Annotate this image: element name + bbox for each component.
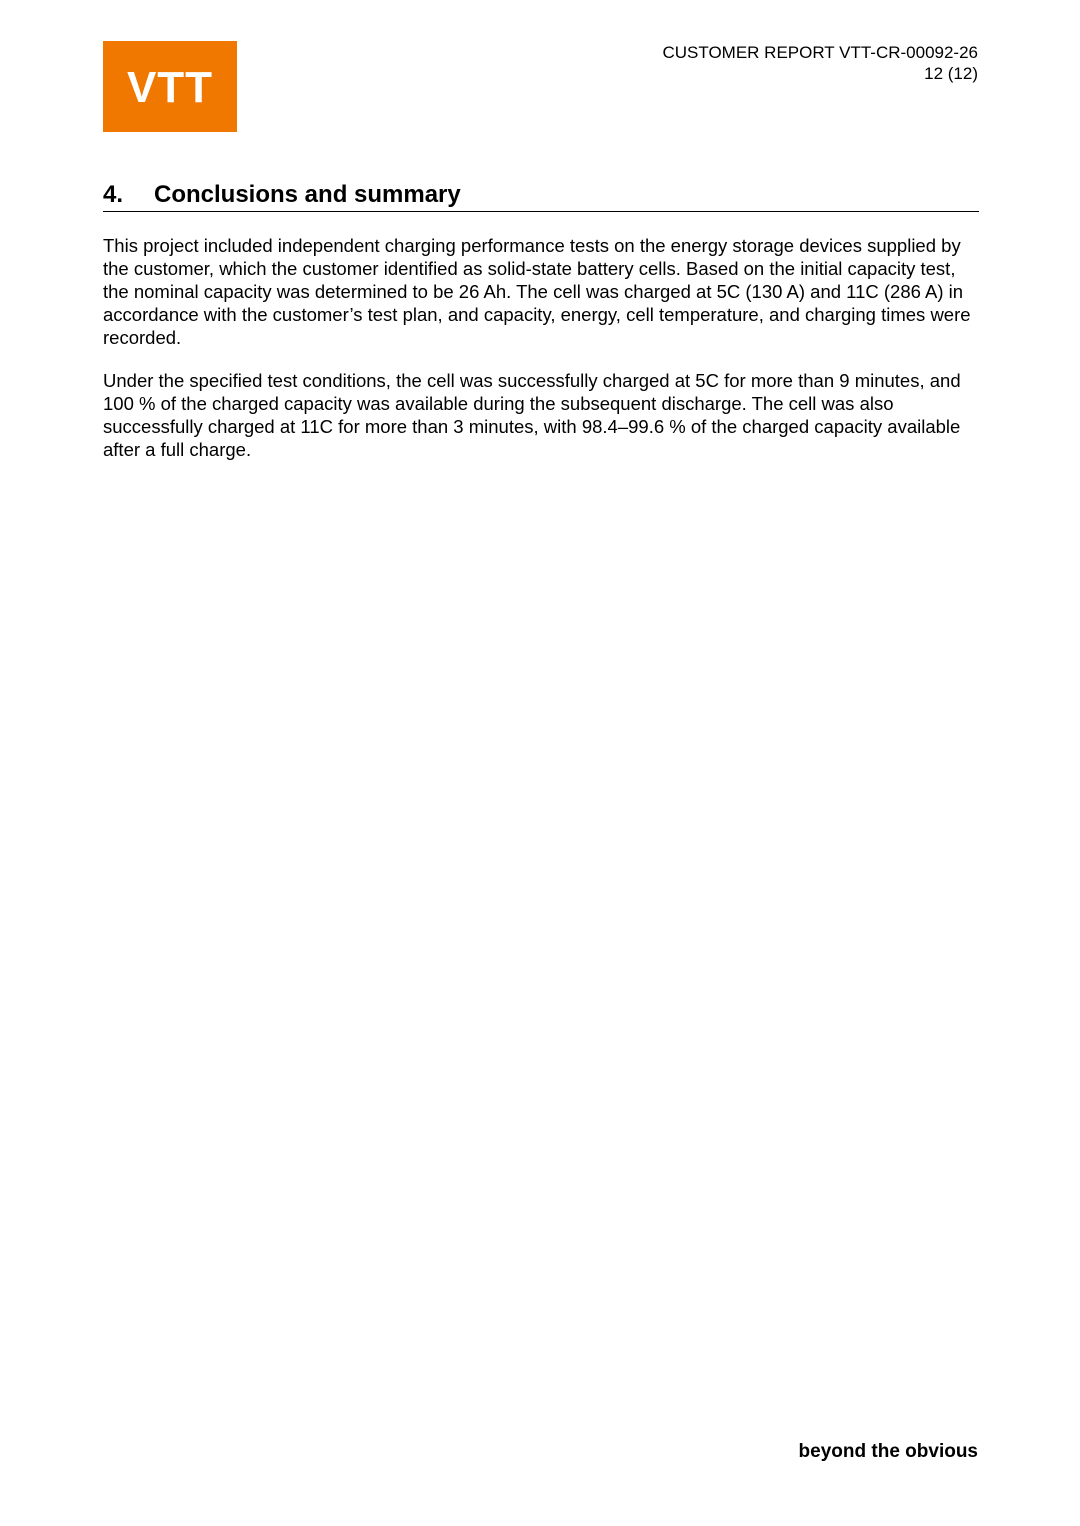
logo-text: VTT: [126, 62, 214, 112]
report-id: CUSTOMER REPORT VTT-CR-00092-26: [662, 43, 978, 62]
section-body: [103, 234, 983, 481]
section-heading: [103, 180, 979, 212]
section-title: Conclusions and summary: [154, 181, 461, 208]
report-header: [662, 42, 978, 84]
page-number: 12 (12): [924, 64, 978, 83]
body-paragraph-2: Under the specified test conditions, the cell was successfully charged at 5C for more than 9 minutes, and 100 % of the charged capacity was available during the subsequent discharge. The cell was also successfully charged at 11C for more than 3 minutes, with 98.4–99.6 % of the charged capacity available after a full charge.: [103, 370, 961, 460]
footer-slogan: beyond the obvious: [798, 1441, 978, 1462]
vtt-logo: [103, 41, 237, 132]
section-number: 4.: [103, 181, 124, 208]
body-paragraph-1: This project included independent charging performance tests on the energy storage devices supplied by the customer, which the customer identified as solid-state battery cells. Based on the initial capacity test, the nominal capacity was determined to be 26 Ah. The cell was charged at 5C (130 A) and 11C (286 A) in accordance with the customer’s test plan, and capacity, energy, cell temperature, and charging times were recorded.: [103, 235, 971, 348]
